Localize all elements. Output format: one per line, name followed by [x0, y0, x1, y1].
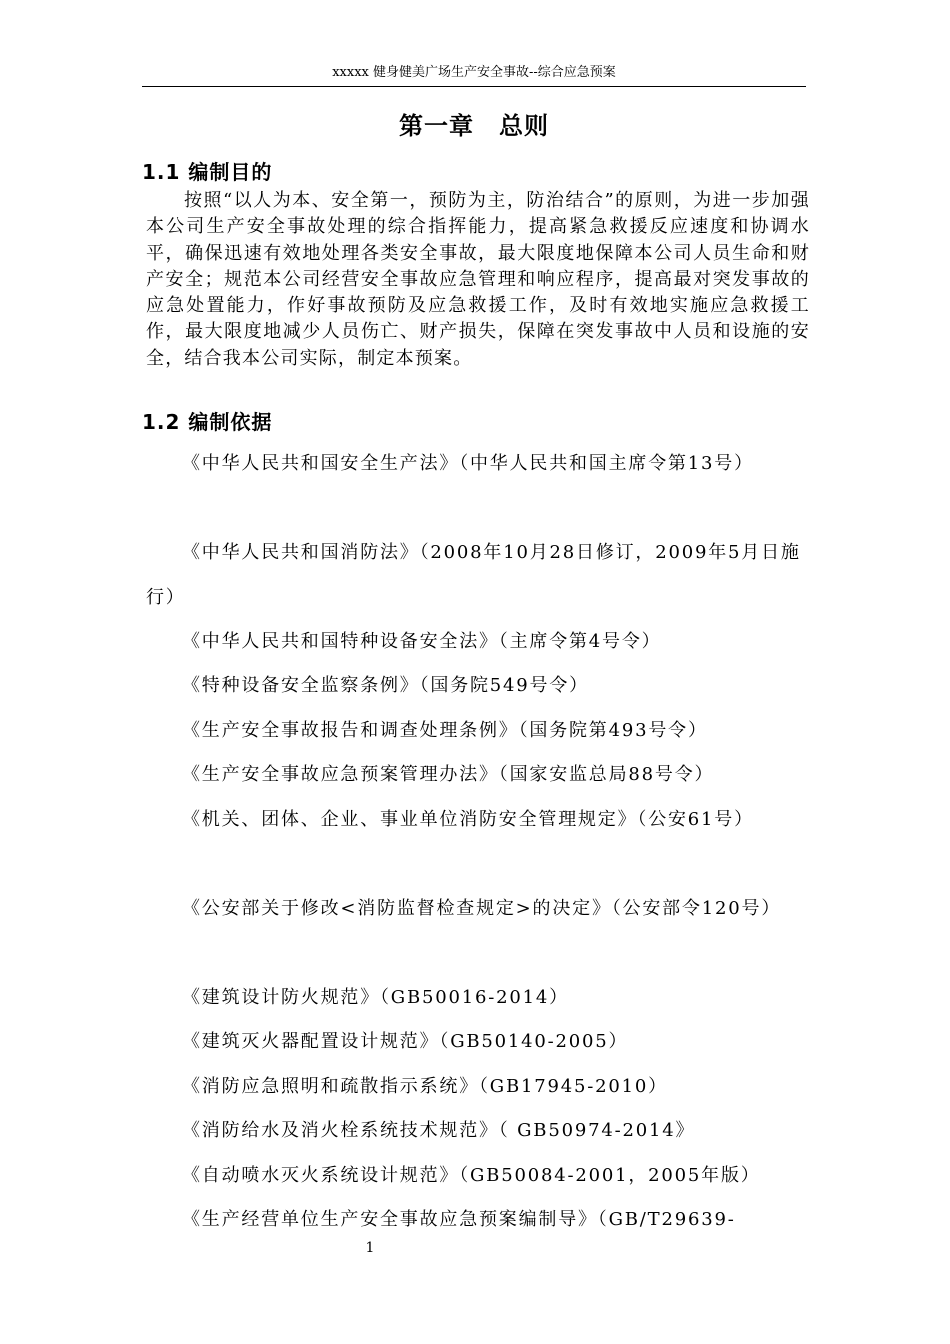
section-heading-basis: 1.2 编制依据: [142, 410, 273, 434]
chapter-title: 第一章 总则: [399, 112, 549, 140]
reference-item: 《生产经营单位生产安全事故应急预案编制导》（GB/T29639-: [182, 1209, 736, 1230]
reference-item: 《消防给水及消火栓系统技术规范》（ GB50974-2014》: [182, 1120, 696, 1141]
reference-item: 《生产安全事故应急预案管理办法》（国家安监总局88号令）: [182, 764, 715, 785]
reference-item: 《建筑灭火器配置设计规范》（GB50140-2005）: [182, 1031, 629, 1052]
reference-item: 《建筑设计防火规范》（GB50016-2014）: [182, 987, 569, 1008]
page-header: xxxxx 健身健美广场生产安全事故--综合应急预案: [332, 65, 616, 80]
reference-item: 《公安部关于修改<消防监督检查规定>的决定》（公安部令120号）: [182, 898, 782, 919]
section-heading-purpose: 1.1 编制目的: [142, 160, 273, 184]
reference-item: 《自动喷水灭火系统设计规范》（GB50084-2001，2005年版）: [182, 1165, 761, 1186]
purpose-paragraph: 按照“以人为本、安全第一，预防为主，防治结合”的原则，为进一步加强本公司生产安全事故处理的综合指挥能力，提高紧急救援反应速度和协调水平，确保迅速有效地处理各类安全事故，最大限度地保障本公司人员生命和财产安全；规范本公司经营安全事故应急管理和响应程序，提高最对突发事故的应急处置能力，作好事故预防及应急救援工作，及时有效地实施应急救援工作，最大限度地减少人员伤亡、财产损失，保障在突发事故中人员和设施的安全，结合我本公司实际，制定本预案。: [146, 190, 810, 369]
reference-item: 《机关、团体、企业、事业单位消防安全管理规定》（公安61号）: [182, 809, 754, 830]
reference-item: 《中华人民共和国特种设备安全法》（主席令第4号令）: [182, 631, 662, 652]
reference-item: 《生产安全事故报告和调查处理条例》（国务院第493号令）: [182, 720, 708, 741]
reference-item: 《中华人民共和国消防法》（2008年10月28日修订，2009年5月日施行）: [146, 542, 801, 608]
page-number: 1: [365, 1240, 375, 1256]
header-divider: [142, 86, 806, 87]
reference-item: 《特种设备安全监察条例》（国务院549号令）: [182, 675, 589, 696]
reference-item: 《消防应急照明和疏散指示系统》（GB17945-2010）: [182, 1076, 668, 1097]
reference-item: 《中华人民共和国安全生产法》（中华人民共和国主席令第13号）: [182, 453, 754, 474]
